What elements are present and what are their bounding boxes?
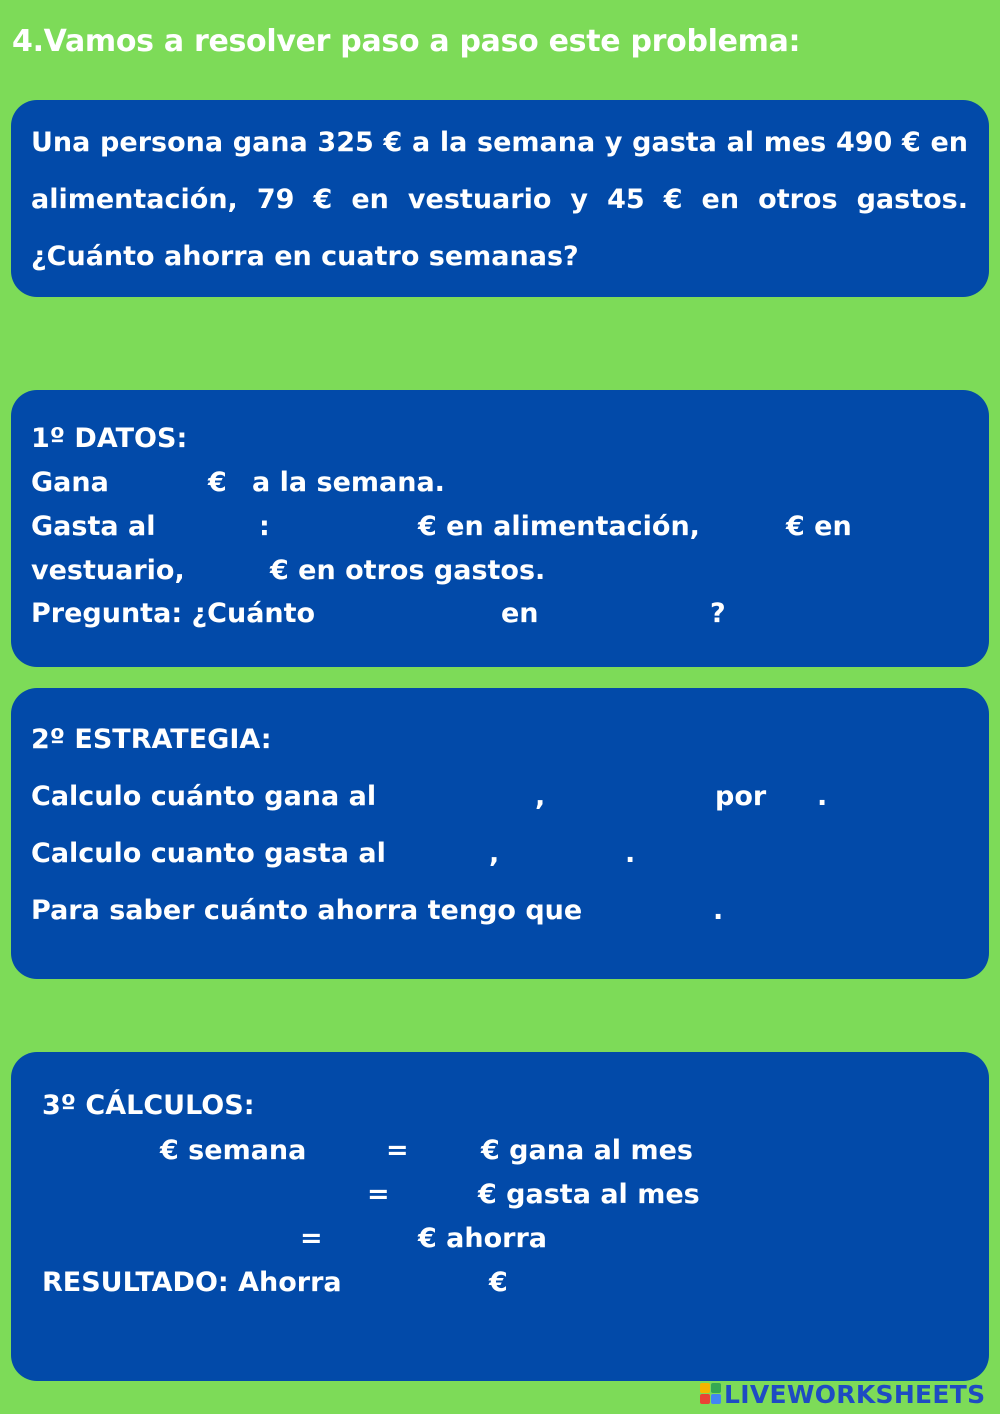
estrategia-line1-blank-1[interactable] xyxy=(381,783,531,810)
estrategia-line2-comma: , xyxy=(489,838,500,869)
calculos-row2-result: € gasta al mes xyxy=(478,1179,700,1210)
datos-gana-euro: € xyxy=(208,467,227,498)
calculos-row1-semana: € semana xyxy=(160,1135,307,1166)
datos-pregunta: Pregunta: ¿Cuánto xyxy=(31,598,316,629)
calculos-row3-result: € ahorra xyxy=(418,1223,548,1254)
calculos-row2-blank[interactable] xyxy=(42,1181,362,1208)
datos-heading: 1º DATOS: xyxy=(31,423,188,454)
page-title: 4.Vamos a resolver paso a paso este problema: xyxy=(12,24,801,59)
brand-name: LIVEWORKSHEETS xyxy=(724,1380,986,1409)
datos-pregunta-en: en xyxy=(501,598,539,629)
estrategia-line1-blank-2[interactable] xyxy=(551,783,711,810)
datos-gana-blank[interactable] xyxy=(106,469,206,496)
estrategia-panel xyxy=(11,688,989,979)
datos-panel xyxy=(11,390,989,667)
datos-colon: : xyxy=(259,511,270,542)
datos-gana-label: Gana xyxy=(31,467,109,498)
datos-alimentacion-blank[interactable] xyxy=(276,513,416,540)
estrategia-line1-blank-3[interactable] xyxy=(771,783,816,810)
datos-vestuario-label: vestuario, xyxy=(31,555,185,586)
estrategia-line1-dot: . xyxy=(817,781,828,812)
datos-vestuario-blank[interactable] xyxy=(711,513,781,540)
calculos-row3-eq: = xyxy=(300,1223,323,1254)
calculos-row1-eq: = xyxy=(386,1135,409,1166)
datos-otros: € en otros gastos. xyxy=(270,555,546,586)
estrategia-line2-blank-2[interactable] xyxy=(506,840,621,867)
estrategia-line1: Calculo cuánto gana al xyxy=(31,781,377,812)
calculos-row1-result: € gana al mes xyxy=(481,1135,693,1166)
calculos-row1-blank-2[interactable] xyxy=(316,1137,381,1164)
datos-euro-en: € en xyxy=(786,511,852,542)
datos-period-blank[interactable] xyxy=(161,513,256,540)
datos-pregunta-blank-1[interactable] xyxy=(329,600,489,627)
datos-gasta-label: Gasta al xyxy=(31,511,156,542)
liveworksheets-logo-icon xyxy=(700,1383,722,1405)
problem-text: Una persona gana 325 € a la semana y gasta al mes 490 € en alimentación, 79 € en vestuario y 45 € en otros gastos. ¿Cuánto ahorra en cuatro semanas? xyxy=(31,127,968,272)
estrategia-line1-comma: , xyxy=(535,781,546,812)
datos-otros-blank[interactable] xyxy=(196,557,266,584)
estrategia-line2-dot: . xyxy=(625,838,636,869)
estrategia-line1-por: por xyxy=(715,781,767,812)
problem-panel xyxy=(11,100,989,297)
estrategia-line3-blank[interactable] xyxy=(581,897,711,924)
datos-qmark: ? xyxy=(710,598,726,629)
estrategia-heading: 2º ESTRATEGIA: xyxy=(31,724,272,755)
datos-alimentacion: € en alimentación, xyxy=(418,511,700,542)
calculos-resultado-blank[interactable] xyxy=(371,1269,486,1296)
calculos-row2-eq: = xyxy=(367,1179,390,1210)
estrategia-line2: Calculo cuanto gasta al xyxy=(31,838,386,869)
liveworksheets-brand xyxy=(700,1380,985,1409)
calculos-row2-blank-2[interactable] xyxy=(396,1181,471,1208)
estrategia-line3-dot: . xyxy=(713,895,724,926)
calculos-row1-blank[interactable] xyxy=(42,1137,152,1164)
calculos-row1-blank-3[interactable] xyxy=(411,1137,476,1164)
calculos-panel xyxy=(11,1052,989,1381)
estrategia-line3: Para saber cuánto ahorra tengo que xyxy=(31,895,583,926)
calculos-heading: 3º CÁLCULOS: xyxy=(42,1090,255,1121)
calculos-row3-blank-2[interactable] xyxy=(331,1225,411,1252)
calculos-resultado-euro: € xyxy=(489,1267,508,1298)
calculos-row3-blank[interactable] xyxy=(42,1225,297,1252)
estrategia-line2-blank-1[interactable] xyxy=(391,840,486,867)
datos-gana-rest: a la semana. xyxy=(252,467,445,498)
calculos-resultado: RESULTADO: Ahorra xyxy=(42,1267,342,1298)
datos-pregunta-blank-2[interactable] xyxy=(546,600,706,627)
